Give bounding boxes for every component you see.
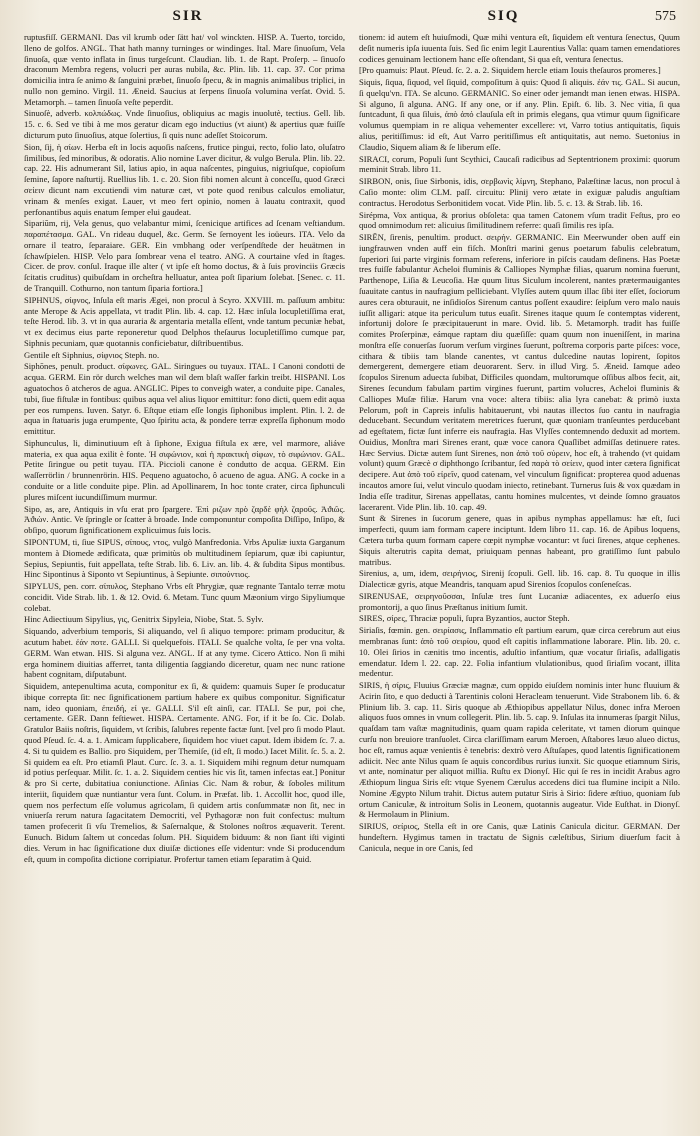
dictionary-entry: ruptusfiſſ. GERMANI. Das vil krumb oder ſätt hat/ vol winckten. HISP. A. Tuerto, torcido, lleno de golfos. ANGL. That hath manny turninges or windinges. Ital. Mare ſinuoſum, Vela ſinuoſa, quæ vento inflata in ſinus turgeſcunt. Claudian. lib. 1. de Rapt. Proſerp. – ſinuoſo draconum Membra regens, volucri per auras nubila, &c. Plin. lib. 11. cap. 37. Cor prima domicilia intra ſe animo & ſanguini præbet, ſinuoſo ſpecu, & in magnis animalibus triplici, in nullo non gemino. Virgil. 11. Æneid. Saucius at ſerpens ſinuoſa volumina verſat. Ovid. 5. Metamorph. – tamen ſinuoſa veſte peperdit.: [24, 32, 345, 107]
page-number: 575: [655, 9, 676, 24]
left-column: [24, 32, 345, 1120]
right-running-title: SIQ: [487, 8, 520, 24]
dictionary-entry: Siriaſis, fœmin. gen. σειρίασις, Inflammatio eſt partium earum, quæ circa cerebrum aut eius membranas ſunt: ἀπὸ τοῦ σειρίου, quod eſt capitis inflammatione laborare. Plin. lib. 20. c. 10. Olei ſirios in cænitis tmo incentis, aduſtio infantium, quæ vocatur ſiriaſis, adalligatis emendatur. Idem l. 22. cap. 22. Folia infantium vlulationibus, quod ſiriaſim vocant, illita medentur.: [359, 625, 680, 679]
dictionary-entry: tionem: id autem eſt huiuſmodi, Quæ mihi ventura eſt, ſiquidem eſt ventura ſenectus, Quum deſit numeris ipſa iuuenta ſuis. Sed ſic enim legit Laurentius Valla: quam tamen emendatiores codices genuinam lectionem hanc eſſe oſtendant, Si qua eſt, ventura ſenectus.: [359, 32, 680, 64]
dictionary-entry: Gentile eſt Siphnius, σίφνιος Steph. no.: [24, 349, 160, 360]
dictionary-entry: Siquando, adverbium temporis, Si aliquando, vel ſi aliquo tempore: primam producitur, & acutum habet. ἐάν ποτε. GALLI. Si quelquefois. ITALI. Se qualche volta, ſe per vna volta. GERM. Wan etwan. HIS. Si alguna vez. ANGL. If at any tyme. Cicero Attico. Non ſi mihi erga hominem diuitias afferret, tanta diligentia ſaggiando diceretur, quam nec nunc ratione habent cognitam, diſputabunt.: [24, 626, 345, 680]
dictionary-entry: SIPHNUS, σίφνος, Inſula eſt maris Ægei, non procul à Scyro. XXVIII. m. paſſuum ambitu: ante Merope & Acis appellata, vt tradit Plin. lib. 4. cap. 12. Hæc inſula locupletiſſima erat, teſte Herod. lib. 3. vt in qua auraria & argentaria metalla eſſent, vnde tantum pecuniæ hebat, vt ex decimus eius parte reponeretur quod Delphos theſaurus locupletiſſimo cumque par, Siphnis pecuniam, quæ quotannis conficiebatur, diſtribuentibus.: [24, 294, 345, 348]
dictionary-entry: Siphōnes, penult. product. σίφωνες. GAL. Siringues ou tuyaux. ITAL. I Canoni condotti de acqua. GERM. Ein rör durch welches man wil dem blaſt waſſer farkin treibt. HISPANI. Los aguatochos ô atcheros de agua. ANGLIC. Pipes to conveigh water, a conduite pipe. Canales, tubi, ſiue fiſtulæ in fontibus: quibus aqua vel alius liquor emittitur: fono dicti, quem edit aqua per eos rumpens. Iuven. Satyr. 6. Eſtque etiam eſſe longis ſiphonibus implent. Plin. l. 2. de aqua in ſtatuaris juga erumpente, Quo ſpiritu acta, & pondere terræ expreſſa ſiphonum modo emittitur.: [24, 361, 345, 437]
text-columns: [24, 32, 680, 1120]
dictionary-entry: Sirépma, Vox antiqua, & prorius obſoleta: qua tamen Catonem vſum tradit Feſtus, pro eo quod omnimodum ret: alicuius ſimilitudinem referre: quaſi ſimilis res ipſa.: [359, 209, 680, 231]
dictionary-entry: SIRIUS, σείριος, Stella eſt in ore Canis, quæ Latinis Canicula dicitur. GERMAN. Der hundeſtern. Hygimus tamen in tractatu de Signis cæleſtibus, Sirium diuerſum facit à Canicula, neque in ore Canis, ſed: [359, 821, 680, 853]
dictionary-entry: Siphunculus, li, diminutiuum eſt à ſiphone, Exigua fiſtula ex ære, vel marmore, aliáve materia, ex qua aqua exilit è fonte. Ἡ σιφώνιον, καὶ ἡ πρακτικὴ σίφων, τὸ σιφώνιον. GAL. Petite ſiringue ou petit tuyau. ITA. Piccioli canone è condutto de acqua. GERM. Ein waſſerrörlin / brunnenrörin. HIS. Pequeno aguatocho, ô acueno de agua. ANG. A cocke in a conduite or a litle conduite pipe. Plin. ad Apollinarem, In hoc tonte crater, circa ſiphunculi plures miſcent iucundiſſimum murmur.: [24, 437, 345, 502]
dictionary-entry: Siquidem, antepenultima acuta, componitur ex ſi, & quidem: quamuis Super ſe producatur ibique correpta ſit: nec ſignificationem partium habere ex quibus componitur. Significatur nam, ideo quoniam, ἐπειδή, εἰ γε. GALLI. S'il eſt ainſi, car. ITALI. Se pur, poi che, certamente. GER. Dann feſtiewet. HISPA. Certamente. ANG. For, if it be ſo. Cic. Dolab. Gratulor Baiis noſtris, ſiquidem, vt ſcribis, ſalubres repente factæ ſunt. [vel pro ſi modo Plaut. quod Pſeud. ſc. 4. a. 1. Amicam ſupplicabere, ſiquidem hoc viuet caput. Idem ibidem ſc. 7. a. 4. Si tu quidem es Ballio. pro Siquidem, per Themiſe, (id eſt, ſi modo.) Iacet Milit. ſc. 5. a. 2. Si quidem ea eſt. Pro etiamſi Plaut. Curc. ſc. 3. a. 1. Siquidem mihi regnum detur numquam id potius perſequar. Milit. ſc. 1. a. 2. Siquidem centies hic vis ſit, tamen infectas eat.] Ponitur & pro Si certe, dubitatiua coniunctione. Aſinias Cic. Nam & robur, & ſoboles militum interiit, ſiquidem quæ nuntiantur vera ſunt. Colum. in Præfat. lib. 1. Accollit hoc, quod ille, quem nos perfectum eſſe volumus agricolam, ſi quidem artis conſummatæ non ſit, nec in vniuerſa rerum natura ſagacitatem Democriti, vel Pythagoræ non fuit confectus: multum tamen profecerit ſi vſu Tremelios, & Saſernalque, & Stolones noſtros æquaverit. Terent. Eunuch. Bidum ſaltem ut concedas ſolum. PH. Siquidem biduum: & non ſiant iſti viginti dies. Verum in hac ſignificatione dux diuiſæ dictiones eſſe videntur: vnde Si producendum eſt, quum in compoſita dictione corripiatur. Profertur tamen etiam ſeparatim à Quid.: [24, 681, 345, 864]
dictionary-entry: SIRBON, onis, ſiue Sirbonis, idis, σερβωνὶς λίμνη, Stephano, Palæſtinæ lacus, non procul à Caſio monte: olim CLM. paſſ. circuitu: Plinij vero ætate in exiguæ paludis anguſtiam contractus. Herodotus Serbonitidem vocat. Vide Plin. lib. 5. c. 13. & Strab. lib. 16.: [359, 176, 680, 208]
dictionary-entry: Sipariūm, rij, Vela genus, quo velabantur mimi, ſcenicique artifices ad ſcenam veſtiandum. παραπέτασμα. GAL. Vn rideau duquel, &c. Germ. Se ſernoyent les ioüeurs. ITA. Velo da ornare il teatro, ſeparaiare. GER. Ein vmbhang oder verſpendſtede der heuätmen in ſchawſpielen. HISP. Velo para ſombrear vena el teatro. ANG. A courtaine vſed in ſtages. Cicer. de prov. conſul. Iraque ille alter ( vt ipſe eſt homo doctus, & à ſuis provinciis Græcis ſcitatis cruditus) quibuſdam in orcheſtra helluatur, antea poſt ſiparium ſolebat. [Senec. c. 11. de Tranquill. Cothurno, non tantum ſiparia fortiora.]: [24, 218, 345, 293]
dictionary-entry: Sipo, as, are, Antiquis in vſu erat pro ſpargere. Ἐπὶ ριζων πρὸ ζαρδὲ φὴλ ζαροῦς. Ἀϑιῶς. Ἀϑιὼν. Antic. Ve ſpringle or ſcatter à broade. Inde componuntur compoſita Diſſipo, Inſipo, & obſipo, quorum ſignificationem explicuimus ſuis locis.: [24, 503, 345, 536]
dictionary-entry: Sion, ſij, ἡ σίων. Herba eſt in locis aquoſis naſcens, frutice pingui, recto, folio lato, oluſatro ſimilibus, ſed minoribus, & odoratis. Alio nomine Laver dicitur, & vulgo Berula. Plin. lib. 22. cap. 22. His adnumerant Sil, latius apio, in aqua naſcentes, pinguius, nigriuſque, copioſum ſemine, ſapore naſturtij. Ruellius lib. 1. c. 20. Sion fibi nomen alcunt à conceſſu, quod Græci σείειν dicunt nam excutiendi vim naturæ cæt, vt pote quod renibus calculos emoliatur, vrinam & menſes exigat. Lauer, vt meo fert opinio, nomen à lauatu contraxit, quod perfonantibus aquis enatum ſemper elui gaudeat.: [24, 141, 345, 217]
dictionary-entry: SIRACI, corum, Populi ſunt Scythici, Caucaſi radicibus ad Septentrionem proximi: quorum meminit Strab. libro 11.: [359, 153, 680, 175]
dictionary-entry: SIRĒN, ſirenis, penultim. product. σειρήν. GERMANIC. Ein Meerwunder oben auff ein iungfrauwen vnden auff ein fiſch. Monſtri marini genus poetarum fabulis celebratum, ſuperiori ſui parte virginis formam referens, inferiore in piſcis caudam deſinens. Has Poetæ tres fuiſſe fabulantur Acheloi fluminis & Calliopes Nymphæ filias, quarum nomina fuerunt, Parthenope, Liſia & Leucoſia. Hæ quum litus Siculum incolerent, nantes prætermauigantes ſuauitate cantus in naufragium pelliciebant. Vlyſſes autem quum illac ſibi iter eſſet, ſociorum aures cera obturauit, ne inſidioſos Sirenum cantus poſſent exaudire: ſeipſum vero malo nauis iuſſit alligari: atque ita periculum tutus euaſit. Sirenes itaque quum ſe contemptas viderent, infortunij dolore ſe præcipitauerunt in mare. Ovid. lib. 5. Metamorph. tradit has fuiſſe comites Proſerpinæ, eámque raptam diu quæſiſſe: quam quum non inueniſſent, in marina monſtra eſſe conuerſas ſuorum verſum virgines ſuerunt, poſtrema corporis parte piſces: voce, cithara & tibiis tam blande canentes, vt cantus dulcedine nautas lopirent, ſopitos demergerent, demergere etiam deuorarent. Serv. in illud Virg. 5. Æneid. Iamque adeo ſcopulos Sirenum aduecta ſubibat, Difficiles quondam, multorumque oſſibus albos fecit, ait, Sirenes ſecundum fabulam partim virgines fuerunt, partim volucres, Acheloi fluminis & Calliopes Muſæ filiæ. Harum vna voce: altera tibiis: alia lyra canebat: & primò iuxta Pelorum, poſt in Capreis inſulis habitauerunt, vbi nautas illectos ſuo cantu in naufragia deducebant. Secundum veritatem meretrices fuerunt, quæ quoniam tranſeuntes perducebant ad egeſtatem, fictæ ſunt inferre eis naufragia. Has Vlyſſes contemnendo deduxit ad mortem. Ouidius, Monſtra mari Sirenes erant, quæ voce canora Quaſlibet admiſſas detinuere rates. Hæc Servius. Dictæ autem ſunt Sirenes, non ἀπὸ τοῦ σύρειν, hoc eſt, à trahendo (vt quidam volunt) quum Græcè σ diphthongo ſcribantur, ſed παρὰ τὸ σείειν, quod inter cætera ſignificat decipere. Aut ἀπὸ τοῦ εἰρεῖν, quod catenam, vel vinculum ſignificat: propterea quod aduenas incautos amore ſui, velut vinculo quodam iniecto, retinebant. Turnerus ſuis & vox quædam in India eſſe traditur, Sirenas appellatas, cantu homines mulcentes, vt deinde ſomno grauatos lacerarent. Vide Plin. lib. 10. cap. 49.: [359, 232, 680, 512]
dictionary-entry: SIRES, σίρες, Thraciæ populi, ſupra Byzantios, auctor Steph.: [359, 613, 570, 624]
dictionary-entry: Sunt & Sirenes in ſucorum genere, quas in apibus nymphas appellamus: hæ eſt, ſuci imperfecti, quum iam formam capere inciptunt. Idem libro 11. cap. 16. de Apibus loquens, Cætera turba quum formam capere cœpit nymphæ vocantur: vt ſuci ſirenes, atque cephenes. Siquis alterutris capita demat, priuiquam pennas habeant, pro gratiſſimo ſunt pabulo matribus.: [359, 513, 680, 567]
dictionary-entry: Sinuoſè, adverb. κολπώδως. Vnde ſinuoſius, obliquius ac magis inuolutè, tectius. Gell. lib. 15. c. 6. Sed ve tibi à me mos geratur dicam ego inductius (vt aiunt) & apertius quæ fuiſſe dicturum puto ſinuoſius, atque ſolertius, ſi quis nunc adeſſet Stoicorum.: [24, 108, 345, 141]
dictionary-entry: Hinc Adiectiuum Sipylius, γις, Genitrix Sipyleia, Niobe, Stat. 5. Sylv.: [24, 614, 264, 625]
right-header-group: [352, 8, 680, 25]
dictionary-entry: SIPONTUM, ti, ſiue SIPUS, σίπους, ντος, vulgò Manfredonia. Vrbs Apuliæ iuxta Garganum montem à Diomede ædificata, quæ primitùs ob multitudinem ſepiarum, quæ ibi capiuntur, Sepius, Sepiuntis, fuit appellata, teſte Strab. lib. 6. Liv. an. lib. 4. & ſubdita Sipus montibus. Hinc Sipontinus à Siponto vt Sepiuntinus, à Sepiunte. σιπούντιος.: [24, 536, 345, 580]
dictionary-entry: SIPYLUS, pen. corr. σίπυλος, Stephano Vrbs eſt Phrygiæ, quæ regnante Tantalo terræ motu concidit. Vide Strab. lib. 1. & 12. Ovid. 6. Metam. Tunc quum Mæonium virgo Sipyliumque colebat.: [24, 581, 345, 613]
left-running-title: SIR: [172, 8, 204, 24]
running-header: [24, 8, 680, 32]
right-column: [359, 32, 680, 1120]
dictionary-entry: SIRENUSAE, σειρηνοῦσσαι, Inſulæ tres ſunt Lucaniæ adiacentes, ex aduerſo eius promontorij, a quo ſinus Præſtanus initium ſumit.: [359, 590, 680, 612]
dictionary-entry: Siquis, ſiqua, ſiquod, vel ſiquid, compoſitum à quis: Quod ſi aliquis. ἐάν τις. GAL. Si aucun, ſi quelqu'vn. ITA. Se alcuno. GERMANIC. So einer oder jemandt man ienen etwas. HISPA. Si alguno, ſi alguna. ANG. If any one, or if any. Plin. Epiſt. 6. lib. 3. Nec vitia, ſi qua ſuntcadunt, ſi qua ſiluis, ἀπὸ ἀπό clauſula eſt in primis elegans, qua vtimur quum ſignificare volumus quempiam in re aliqua vehementer excellere: vt, Varro totius antiquitatis, ſiquis alius, peritiſſimus: id eſt, Aut Varro peritiſſimus eſt antiquitatis, aut nemo. Suetonius in Claudio, Siquem aliam & ſe liberum eſſe.: [359, 77, 680, 152]
dictionary-entry: Sirenius, a, um, idem, σειρήνιος, Sirenij ſcopuli. Gell. lib. 16. cap. 8. Tu quoque in illis Dialecticæ gyris, atque Meandris, tanquam apud Sirenios ſcopulos conſeneſcas.: [359, 568, 680, 590]
dictionary-entry: SIRIS, ἡ σίρις, Fluuius Græciæ magnæ, cum oppido eiuſdem nominis inter hunc fluuium & Acirin ſito, e quo deducti à Tarentinis coloni Heracleam tenuerunt. Vide Strabonem lib. 6. & Plinium lib. 3. cap. 11. Siris quoque ab Æthiopibus appellatur Nilus, donec infra Meroen aliquos fuos omnes in vnum collegerit. Plin. lib. 5. cap. 9. Inſulas ita innumeras ſpargit Nilus, quaſdam tam vaſtæ magnitudinis, quam quam rapida celeritate, vt tamen diorum quinque curſu non breuiore tranſuolet. Circa clariſſimam earum Meroen, Aſtabores læuo alueo dictus, hoc eſt, ramus aquæ venientis è tenebris: dextrò vero Aſtuſapes, quod latentis ſignificationem adiicit. Nec ante Nilus quam ſe aquis concordibus rurius iunxit. Sic quoque etiamnum Siris, vt ante, nominatur per aliquot millia. Ruſtu ex Dionyſ. Hic qui ſe res in incidit Arabus agro Æthiopum lingua Siris eſt: vtque Syenem Cærulus accedens dici tua flumine incipit a Nilo. Nomine Ægypto Nilum trahit. Dictus autem putatur Siris à Sirio: ſidere æſtiuo, quoniam ſub ortum Caniculæ, & introitum Solis in Leonem, quotannis augeatur. Vide Euſthat. in Dionyſ. & Hermolaum in Plinium.: [359, 680, 680, 820]
dictionary-entry: [Pro quamuis: Plaut. Pſeud. ſc. 2. a. 2. Siquidem hercle etiam Iouis theſauros promeres.]: [359, 65, 661, 76]
